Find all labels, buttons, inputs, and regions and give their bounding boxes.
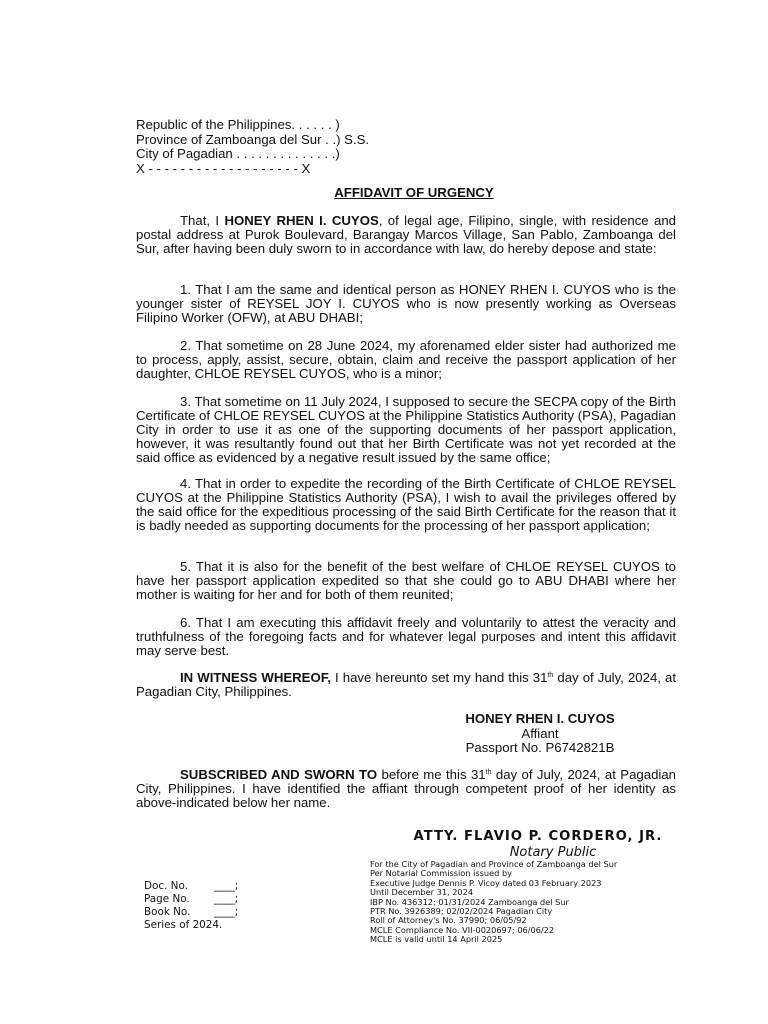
page-no-label: Page No. (144, 893, 190, 905)
docket-block (144, 880, 284, 932)
notary-detail-line: Per Notarial Commission issued by (370, 868, 512, 879)
paragraph-6: 6. That I am executing this affidavit freely and voluntarily to attest the veracity and truthfulness of the foregoing facts and for whatever legal purposes and intent this affidavit may serve best. (136, 615, 676, 658)
book-no-row (144, 906, 284, 919)
paragraph-5: 5. That it is also for the benefit of the best welfare of CHLOE REYSEL CUYOS to have her passport application expedited so that she could go to ABU DHABI where her mother is waiting for her and for both of them reunited; (136, 559, 676, 602)
intro-post: , of legal age, Filipino, single, with residence and postal address at Purok Boulevard, Barangay Marcos Village, San Pablo, Zamboanga del Sur, after having been duly sworn to in accordance with law, do hereby depose and state: (136, 213, 677, 256)
notary-detail-line: PTR No. 3926389; 02/02/2024 Pagadian City (370, 906, 553, 917)
witness-ordinal: th (547, 672, 554, 679)
notary-detail-line: Until December 31, 2024 (370, 887, 474, 898)
notary-title: Notary Public (509, 845, 597, 860)
paragraph-1: 1. That I am the same and identical person as HONEY RHEN I. CUYOS who is the younger sister of REYSEL JOY I. CUYOS who is now presently working as Overseas Filipino Worker (OFW), at ABU DHABI; (136, 282, 676, 325)
paragraph-4: 4. That in order to expedite the recording of the Birth Certificate of CHLOE REYSEL CUYOS at the Philippine Statistics Authority (PSA), I wish to avail the privileges offered by the said office for the expeditious processing of the said Birth Certificate for the reason that it is badly needed as supporting documents for the processing of her passport application; (136, 476, 676, 533)
notary-detail-line: Roll of Attorney's No. 37990; 06/05/92 (370, 915, 527, 926)
jurat-ordinal: th (485, 769, 492, 776)
page-no-blank: ____; (214, 893, 239, 905)
book-no-blank: ____; (214, 906, 239, 918)
document-title: AFFIDAVIT OF URGENCY (334, 185, 494, 200)
jurat-paragraph (136, 768, 676, 810)
doc-no-row (144, 880, 284, 893)
venue-block (136, 118, 436, 176)
affiant-role: Affiant (521, 725, 559, 741)
doc-no-label: Doc. No. (144, 880, 188, 892)
affiant-passport: Passport No. P6742821B (465, 740, 615, 756)
book-no-label: Book No. (144, 906, 191, 918)
venue-line-city: City of Pagadian . . . . . . . . . . . . . .) (136, 146, 340, 162)
intro-paragraph (136, 214, 676, 256)
witness-lead: IN WITNESS WHEREOF, (180, 670, 331, 685)
jurat-lead: SUBSCRIBED AND SWORN TO (180, 767, 378, 782)
notary-detail-line: MCLE is valid until 14 April 2025 (370, 934, 503, 945)
witness-post: day of July, 2024, at Pagadian City, Philippines. (136, 670, 676, 699)
notary-detail-line: IBP No. 436312; 01/31/2024 Zamboanga del Sur (370, 896, 569, 907)
page-no-row (144, 893, 284, 906)
series-label: Series of 2024. (144, 919, 223, 931)
notary-block (370, 828, 696, 945)
notary-detail-line: MCLE Compliance No. VII-0020697; 06/06/22 (370, 924, 555, 935)
notary-detail-line: Executive Judge Dennis P. Vicoy dated 03 February 2023 (370, 877, 602, 888)
affiant-signature-block (440, 712, 640, 756)
notary-details (370, 860, 696, 945)
venue-line-province: Province of Zamboanga del Sur . .) S.S. (136, 131, 370, 147)
intro-pre: That, I (180, 213, 225, 228)
venue-line-separator: X - - - - - - - - - - - - - - - - - - - X (136, 160, 311, 176)
venue-line-republic: Republic of the Philippines. . . . . . ) (136, 117, 340, 132)
jurat-post: day of July, 2024, at Pagadian City, Philippines. I have identified the affiant through competent proof of her identity as above-indicated below her name. (136, 767, 676, 810)
paragraph-3: 3. That sometime on 11 July 2024, I supposed to secure the SECPA copy of the Birth Certificate of CHLOE REYSEL CUYOS at the Philippine Statistics Authority (PSA), Pagadian City in order to use it as one of the supporting documents of her passport application, however, it was resultantly found out that her Birth Certificate was not yet recorded at the said office as evidenced by a negative result issued by the same office; (136, 394, 676, 465)
notary-name: ATTY. FLAVIO P. CORDERO, JR. (413, 829, 663, 844)
paragraph-2: 2. That sometime on 28 June 2024, my aforenamed elder sister had authorized me to process, apply, assist, secure, obtain, claim and receive the passport application of her daughter, CHLOE REYSEL CUYOS, who is a minor; (136, 338, 676, 381)
witness-paragraph (136, 671, 676, 699)
affiant-name-inline: HONEY RHEN I. CUYOS (224, 213, 379, 228)
doc-no-blank: ____; (214, 880, 239, 892)
affiant-name: HONEY RHEN I. CUYOS (465, 711, 615, 726)
jurat-pre: before me this 31 (377, 767, 486, 782)
notary-detail-line: For the City of Pagadian and Province of Zamboanga del Sur (370, 859, 618, 869)
witness-pre: I have hereunto set my hand this 31 (330, 670, 548, 685)
